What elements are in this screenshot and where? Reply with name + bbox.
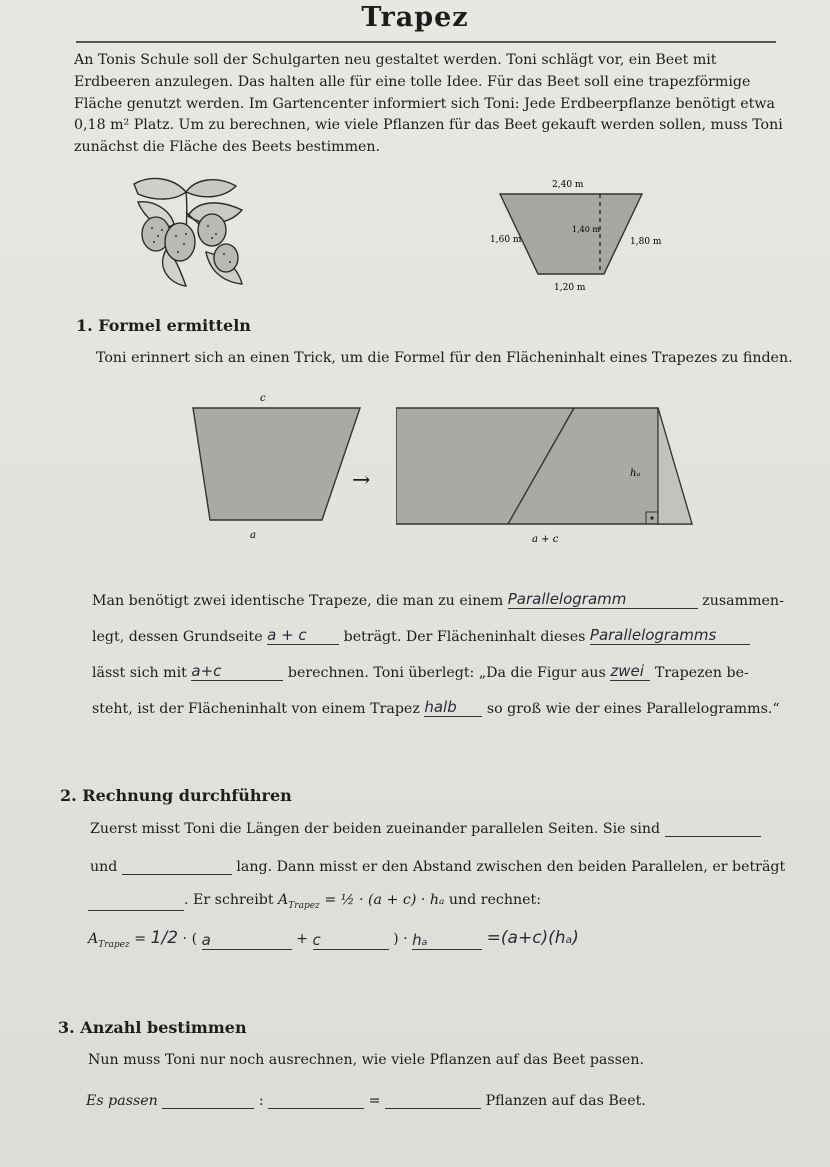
- s3-eq: =: [368, 1093, 381, 1109]
- section-1-title: 1. Formel ermitteln: [76, 316, 251, 335]
- cloze-line-2: [92, 626, 750, 645]
- s3-text: Pflanzen auf das Beet.: [485, 1093, 646, 1109]
- s2-blank-height[interactable]: [88, 892, 184, 911]
- section-2-title: 2. Rechnung durchführen: [60, 786, 292, 805]
- section-3-title: 3. Anzahl bestimmen: [58, 1018, 247, 1037]
- cloze-text: so groß wie der eines Parallelogramms.“: [486, 701, 780, 717]
- cloze-blank-count[interactable]: zwei: [610, 662, 650, 681]
- s2-calc-line: [88, 928, 579, 950]
- s3-blank-area[interactable]: [162, 1090, 254, 1109]
- s2-blank-side-a[interactable]: [665, 818, 761, 837]
- cloze-text: steht, ist der Flächeninhalt von einem Trapez: [92, 701, 420, 717]
- trapezoid-figure-left: [188, 390, 371, 550]
- label-a-plus-c: a + c: [532, 534, 559, 545]
- cloze-blank-parallelogram[interactable]: Parallelogramm: [508, 590, 698, 609]
- s3-line: [86, 1090, 646, 1109]
- s2-text: und: [90, 859, 118, 875]
- label-c: c: [260, 393, 266, 404]
- calc-plus: +: [296, 931, 309, 947]
- label-ha: hₐ: [630, 468, 641, 479]
- label-right: 1,80 m: [630, 237, 662, 247]
- cloze-text: beträgt. Der Flächeninhalt dieses: [343, 629, 586, 645]
- calc-half[interactable]: 1/2: [150, 928, 179, 948]
- s2-text: . Er schreibt: [184, 892, 274, 909]
- cloze-text: Trapezen be-: [654, 665, 749, 681]
- parallelogram-figure: [396, 400, 696, 550]
- cloze-line-1: [92, 590, 784, 609]
- calc-close: ) ·: [393, 931, 408, 947]
- s3-blank-plant-area[interactable]: [268, 1090, 364, 1109]
- page-title: Trapez: [361, 2, 469, 33]
- calc-blank-a[interactable]: a: [202, 931, 292, 950]
- cloze-line-4: [92, 698, 780, 717]
- cloze-text: legt, dessen Grundseite: [92, 629, 263, 645]
- calc-eq: =: [134, 931, 147, 947]
- bed-shape: [500, 194, 642, 274]
- cloze-blank-base[interactable]: a + c: [267, 626, 339, 645]
- s2-text: Zuerst misst Toni die Längen der beiden zueinander parallelen Seiten. Sie sind: [90, 821, 661, 837]
- cloze-blank-half[interactable]: halb: [424, 698, 482, 717]
- s2-line-2: [90, 856, 785, 875]
- formula: $A_{Trapez}$ = ½ · (a + c) · hₐ: [278, 892, 445, 911]
- calc-blank-c[interactable]: c: [313, 931, 389, 950]
- cloze-line-3: [92, 662, 749, 681]
- cloze-text: zusammen-: [702, 593, 784, 609]
- section-3-text: Nun muss Toni nur noch ausrechnen, wie viele Pflanzen auf das Beet passen.: [88, 1052, 644, 1068]
- strawberry-illustration: [126, 172, 248, 290]
- cloze-text: berechnen. Toni überlegt: „Da die Figur aus: [287, 665, 606, 681]
- s3-text: Es passen: [86, 1093, 158, 1109]
- cloze-text: lässt sich mit: [92, 665, 187, 681]
- cloze-blank-parallelogram-2[interactable]: Parallelogramms: [590, 626, 750, 645]
- s2-blank-side-c[interactable]: [122, 856, 232, 875]
- cloze-blank-formula[interactable]: a+c: [191, 662, 283, 681]
- label-bottom: 1,20 m: [554, 283, 586, 293]
- s2-text: lang. Dann misst er den Abstand zwischen den beiden Parallelen, er beträgt: [236, 859, 786, 875]
- s2-line-3: [88, 892, 541, 911]
- label-a: a: [250, 530, 256, 541]
- calc-result[interactable]: =(a+c)(hₐ): [486, 928, 579, 948]
- label-height: 1,40 m: [572, 225, 600, 234]
- calc-dot: · (: [182, 931, 198, 947]
- calc-blank-h[interactable]: hₐ: [412, 931, 482, 950]
- arrow-icon: →: [352, 468, 371, 493]
- calc-lhs: $A_{Trapez}$: [88, 931, 130, 950]
- s2-text: und rechnet:: [448, 892, 542, 909]
- s3-blank-result[interactable]: [385, 1090, 481, 1109]
- title-underline: [76, 41, 776, 43]
- section-1-text: Toni erinnert sich an einen Trick, um die Formel für den Flächeninhalt eines Trapezes zu finden.: [96, 350, 793, 366]
- s3-div: :: [258, 1093, 264, 1109]
- bed-trapezoid-figure: [480, 170, 680, 300]
- s2-line-1: [90, 818, 761, 837]
- intro-text: An Tonis Schule soll der Schulgarten neu gestaltet werden. Toni schlägt vor, ein Beet mit Erdbeeren anzulegen. Das halten alle für eine tolle Idee. Für das Beet soll eine trapezförmige Fläche genutzt werden. Im Gartencenter informiert sich Toni: Jede Erdbeerpflanze benötigt etwa 0,18 m² Platz. Um zu berechnen, wie viele Pflanzen für das Beet gekauft werden sollen, muss Toni zunächst die Fläche des Beets bestimmen.: [74, 52, 783, 156]
- label-top: 2,40 m: [552, 180, 584, 190]
- label-left: 1,60 m: [490, 235, 522, 245]
- cloze-text: Man benötigt zwei identische Trapeze, die man zu einem: [92, 593, 504, 609]
